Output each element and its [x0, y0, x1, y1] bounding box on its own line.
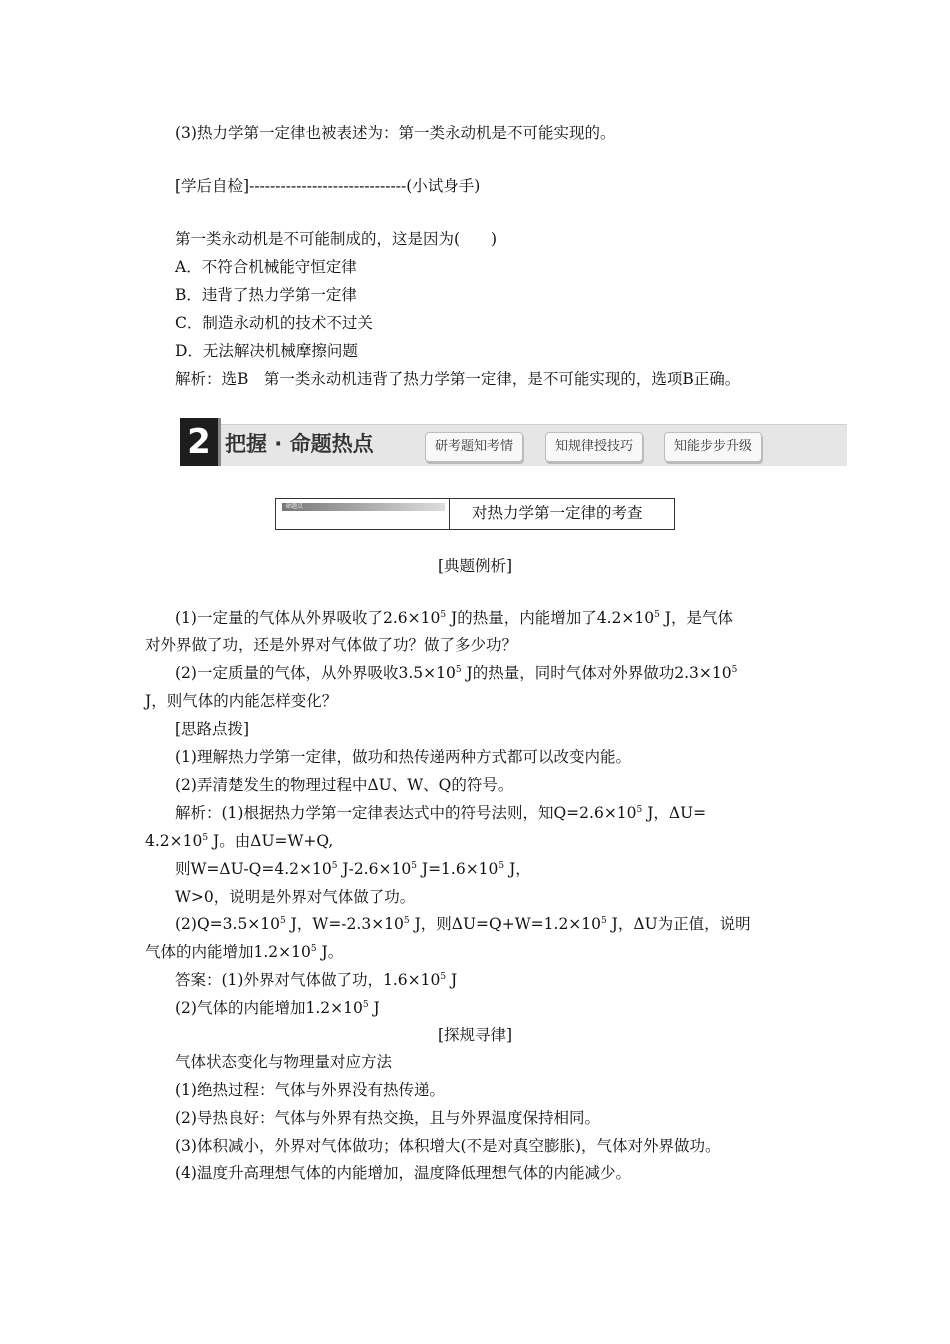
solution-line-2: $4.2\times 10^5$ J。由ΔU=W+Q, — [145, 832, 334, 850]
rules-item-3: (3)体积减小，外界对气体做功；体积增大(不是对真空膨胀)，气体对外界做功。 — [175, 1137, 721, 1155]
self-check-heading: [学后自检]------------------------------(小试身手) — [175, 177, 481, 195]
example-question-1: (1)一定量的气体从外界吸收了$2.6\times 10^5$ J的热量，内能增加了$4.2\times 10^5$ J，是气体 — [175, 609, 733, 627]
rules-heading: [探规寻律] — [437, 1026, 513, 1044]
rules-item-2: (2)导热良好：气体与外界有热交换，且与外界温度保持相同。 — [175, 1109, 600, 1127]
section-title: 把握 · 命题热点 — [225, 432, 374, 456]
example-question-2: (2)一定质量的气体，从外界吸收$3.5\times 10^5$ J的热量，同时气体对外界做功$2.3\times 10^5$ — [175, 664, 738, 682]
quiz-analysis: 解析：选B 第一类永动机违背了热力学第一定律，是不可能实现的，选项B正确。 — [175, 370, 741, 388]
topic-label: 命题点 — [282, 503, 445, 511]
example-heading: [典题例析] — [437, 557, 513, 575]
answer-line-1: 答案：(1)外界对气体做了功，$1.6\times 10^5$ J — [175, 971, 458, 989]
solution-line-3: 则$W=\Delta U-Q=4.2\times 10^5$ $J-2.6\times 10^5$ $J=1.6\times 10^5$ J， — [175, 860, 531, 878]
topic-text: 对热力学第一定律的考查 — [472, 504, 643, 522]
banner-button-step-up[interactable]: 知能步步升级 — [664, 432, 762, 462]
solution-line-1: 解析：(1)根据热力学第一定律表达式中的符号法则，知$Q=2.6\times 10^5$ J，ΔU= — [175, 804, 707, 822]
hint-2: (2)弄清楚发生的物理过程中ΔU、W、Q的符号。 — [175, 776, 514, 794]
quiz-option-d: D．无法解决机械摩擦问题 — [175, 342, 358, 360]
topic-divider — [449, 499, 450, 529]
example-question-2-cont: J，则气体的内能怎样变化？ — [145, 692, 338, 710]
answer-line-2: (2)气体的内能增加$1.2\times 10^5$ J — [175, 999, 380, 1017]
rules-title: 气体状态变化与物理量对应方法 — [175, 1053, 393, 1071]
hint-heading: [思路点拨] — [175, 720, 250, 738]
solution-line-4: W>0，说明是外界对气体做了功。 — [175, 888, 416, 906]
topic-box — [275, 498, 675, 530]
hint-1: (1)理解热力学第一定律，做功和热传递两种方式都可以改变内能。 — [175, 748, 631, 766]
quiz-option-a: A．不符合机械能守恒定律 — [175, 258, 357, 276]
quiz-option-b: B．违背了热力学第一定律 — [175, 286, 357, 304]
banner-button-rules-skills[interactable]: 知规律授技巧 — [545, 432, 643, 462]
section-number-badge: 2 — [180, 418, 218, 466]
rules-item-4: (4)温度升高理想气体的内能增加，温度降低理想气体的内能减少。 — [175, 1164, 631, 1182]
paragraph-first-law-statement: (3)热力学第一定律也被表述为：第一类永动机是不可能实现的。 — [175, 124, 616, 142]
solution-line-5: $(2)Q=3.5\times 10^5$ J，$W=-2.3\times 10^5$ J，则$\Delta U=Q+W=1.2\times 10^5$ J，ΔU为正值，说明 — [175, 915, 751, 933]
rules-item-1: (1)绝热过程：气体与外界没有热传递。 — [175, 1081, 445, 1099]
solution-line-6: 气体的内能增加$1.2\times 10^5$ J。 — [145, 943, 344, 961]
quiz-question: 第一类永动机是不可能制成的，这是因为( ) — [175, 230, 498, 248]
example-question-1-cont: 对外界做了功，还是外界对气体做了功？做了多少功？ — [145, 636, 518, 654]
banner-button-exam-insight[interactable]: 研考题知考情 — [425, 432, 523, 462]
quiz-option-c: C．制造永动机的技术不过关 — [175, 314, 373, 332]
